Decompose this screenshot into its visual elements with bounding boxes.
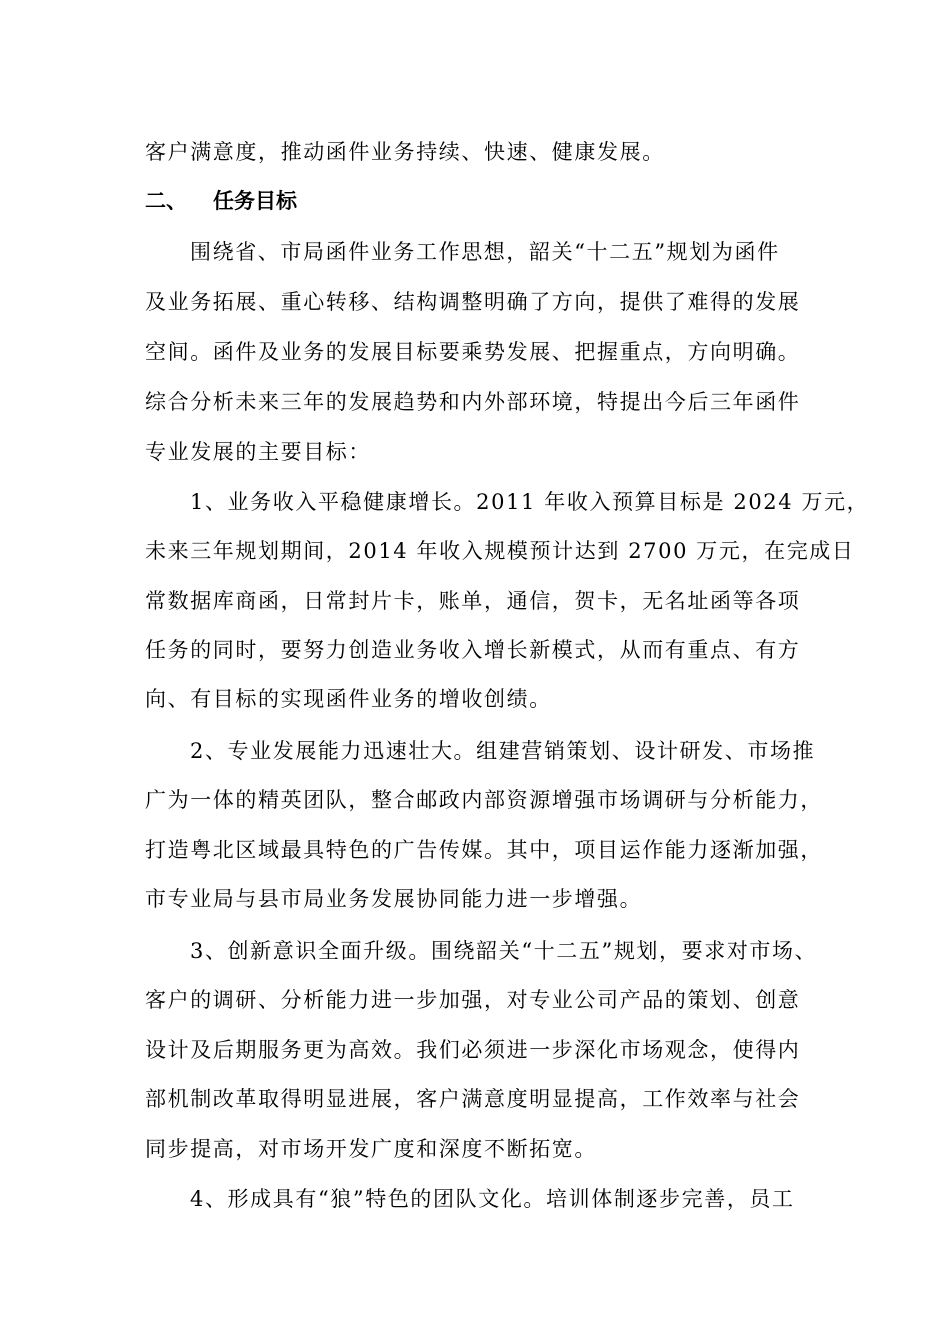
goal-line: 客户的调研、分析能力进一步加强，对专业公司产品的策划、创意 [145, 988, 801, 1012]
paragraph-line: 围绕省、市局函件业务工作思想，韶关“十二五”规划为函件 [190, 240, 780, 264]
paragraph-line: 空间。函件及业务的发展目标要乘势发展、把握重点，方向明确。 [145, 340, 801, 364]
intro-line: 客户满意度，推动函件业务持续、快速、健康发展。 [145, 140, 665, 164]
goal-line: 1、业务收入平稳健康增长。2011 年收入预算目标是 2024 万元， [190, 490, 870, 514]
goal-line: 市专业局与县市局业务发展协同能力进一步增强。 [145, 887, 643, 911]
paragraph-line: 及业务拓展、重心转移、结构调整明确了方向，提供了难得的发展 [145, 290, 801, 314]
goal-line: 4、形成具有“狼”特色的团队文化。培训体制逐步完善，员工 [190, 1187, 795, 1211]
section-heading [145, 187, 297, 215]
goal-line: 同步提高，对市场开发广度和深度不断拓宽。 [145, 1137, 597, 1161]
goal-line: 常数据库商函，日常封片卡，账单，通信，贺卡，无名址函等各项 [145, 589, 801, 613]
goal-line: 设计及后期服务更为高效。我们必须进一步深化市场观念，使得内 [145, 1038, 801, 1062]
goal-line: 任务的同时，要努力创造业务收入增长新模式，从而有重点、有方 [145, 638, 801, 662]
paragraph-line: 专业发展的主要目标： [145, 440, 371, 464]
goal-line: 广为一体的精英团队，整合邮政内部资源增强市场调研与分析能力， [145, 788, 823, 812]
section-number: 二、 [145, 189, 187, 213]
section-title: 任务目标 [213, 189, 297, 213]
paragraph-line: 综合分析未来三年的发展趋势和内外部环境，特提出今后三年函件 [145, 390, 801, 414]
goal-line: 部机制改革取得明显进展，客户满意度明显提高，工作效率与社会 [145, 1087, 801, 1111]
goal-line: 向、有目标的实现函件业务的增收创绩。 [145, 687, 552, 711]
goal-line: 3、创新意识全面升级。围绕韶关“十二五”规划，要求对市场、 [190, 939, 818, 963]
goal-line: 未来三年规划期间，2014 年收入规模预计达到 2700 万元，在完成日 [145, 539, 855, 563]
goal-line: 2、专业发展能力迅速壮大。组建营销策划、设计研发、市场推 [190, 739, 816, 763]
goal-line: 打造粤北区域最具特色的广告传媒。其中，项目运作能力逐渐加强， [145, 838, 823, 862]
